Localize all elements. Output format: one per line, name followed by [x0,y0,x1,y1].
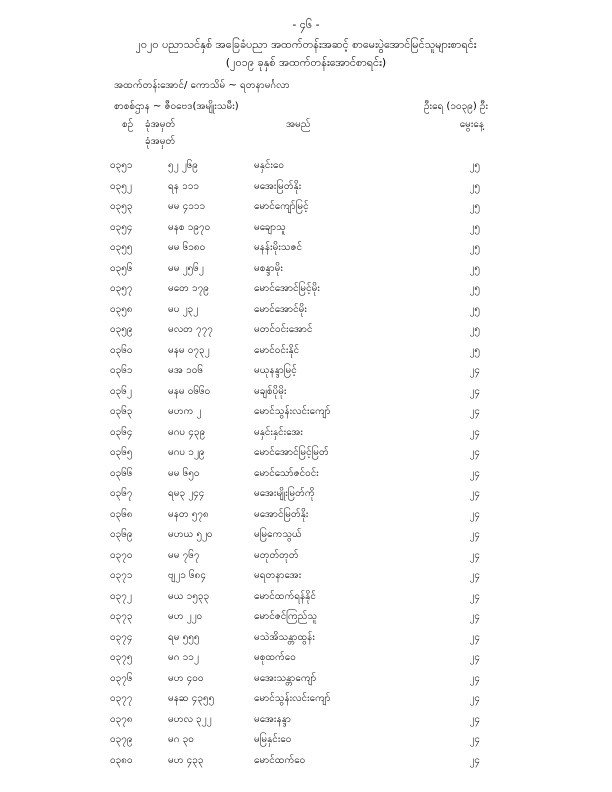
table-row [0,671,612,692]
column-header-seq: စဉ် [122,119,134,130]
row-dob: ၂၄ [469,529,480,540]
row-roll: မယ ၁၅၃၃ [168,590,210,602]
row-roll: မဟ ၄၃၃ [168,754,204,766]
row-dob: ၂၄ [469,488,480,499]
table-row [0,630,612,651]
row-dob: ၂၄ [469,590,480,602]
row-seq: ၀၃၆၅ [110,447,133,458]
row-name: မောင်ထက်ဝေ [254,754,306,766]
page-subtitle: (၂၀၁၉ ခုနှစ် အထက်တန်းအောင်စာရင်း) [225,56,387,69]
row-seq: ၀၃၇၆ [110,672,133,684]
row-dob: ၂၄ [469,365,480,376]
row-roll: မဟလ ၃၂၂ [168,713,212,725]
row-roll: မမ ၂၅၆၂ [168,262,204,274]
row-name: မောင်အောင်မိုး [254,303,307,315]
row-dob: ၂၅ [469,303,480,315]
row-roll: မမ ၆၁၈၀ [168,242,206,253]
row-seq: ၀၃၇၂ [110,590,132,602]
table-row [0,322,612,343]
row-name: မသဲအိသန္တာထွန်း [254,631,315,643]
row-roll: မနဆ ၄၃၅၅ [168,693,215,704]
row-roll: မအ ၁၀၆ [168,365,203,376]
table-row [0,548,612,569]
column-header-roll: ခုံအမှတ် [145,119,176,130]
row-roll: မနမ ၀၇၃၂ [168,344,210,356]
row-dob: ၂၅ [469,262,480,274]
table-row [0,753,612,774]
row-name: မောင်အောင်မြင့်မြတ် [254,447,329,458]
row-name: မတင်ဝင်းအောင် [254,324,313,335]
row-seq: ၀၃၈၀ [110,754,133,766]
row-name: မအေးမြတ်နိုး [254,180,302,192]
row-name: မမြနှင်းဝေ [254,734,292,745]
row-seq: ၀၃၆၄ [110,426,133,438]
row-name: မတုတ်တုတ် [254,549,299,561]
row-seq: ၀၃၅၉ [110,324,133,335]
row-roll: မဟ ၂၂၀ [168,611,203,622]
row-name: မချစ်ပိုမိုး [254,385,287,397]
table-row [0,404,612,425]
row-seq: ၀၃၅၁ [110,160,133,171]
table-row [0,712,612,733]
row-roll: မဂပ ၄၃၉ [168,426,206,438]
row-seq: ၀၃၅၇ [110,283,133,294]
table-row [0,261,612,282]
row-dob: ၂၄ [469,672,480,684]
row-dob: ၂၅ [469,283,480,294]
table-row [0,179,612,200]
row-seq: ၀၃၇၇ [110,693,133,704]
table-row [0,568,612,589]
row-name: မောင်သော်ဇင်ဝင်း [254,467,319,479]
row-seq: ၀၃၆၀ [110,344,133,356]
table-row [0,732,612,753]
column-header-dob: မွေးနေ့ [459,119,484,130]
row-seq: ၀၃၇၉ [110,734,133,745]
row-roll: ရမ ၅၅၅ [168,631,200,643]
table-row [0,609,612,630]
table-row [0,691,612,712]
row-seq: ၀၃၆၃ [110,406,133,417]
row-roll: မဟယ ၅၂၀ [168,529,213,540]
row-dob: ၂၄ [469,549,480,561]
row-roll: မနစ ၁၉၇၀ [168,221,211,233]
table-row [0,220,612,241]
row-dob: ၂၅ [469,180,480,192]
row-roll: မပ ၂၃၂ [168,303,199,315]
row-dob: ၂၅ [469,160,480,171]
row-dob: ၂၅ [469,242,480,253]
row-roll: ဗျ၂၁ ၆၈၄ [168,570,206,581]
table-row [0,281,612,302]
row-name: မောင်သွန်းလင်းကျော် [254,693,331,704]
table-row [0,384,612,405]
row-seq: ၀၃၅၈ [110,303,133,315]
table-row [0,650,612,671]
row-name: မစန္ဒာမိုး [254,262,283,274]
row-name: မနှင်းနှင်းအေး [254,426,303,438]
row-name: မအေးမျိုးမြတ်ကို [254,488,315,499]
row-seq: ၀၃၆၂ [110,385,132,397]
row-name: မရတနာအေး [254,570,302,581]
row-roll: မနမ ၀၆၆၀ [168,385,211,397]
row-roll: မမ ၆၅၀ [168,467,200,479]
row-dob: ၂၅ [469,221,480,233]
row-name: မောင်သွန်းလင်းကျော် [254,406,331,417]
row-name: မအေးသန္တာကျော် [254,672,317,684]
row-dob: ၂၅ [469,344,480,356]
row-roll: မလတ ၇၇၇ [168,324,213,335]
table-row [0,466,612,487]
row-name: မနန်းမိုးသဇင် [254,242,303,253]
table-row [0,302,612,323]
row-seq: ၀၃၆၁ [110,365,133,376]
row-dob: ၂၄ [469,754,480,766]
table-row [0,507,612,528]
row-seq: ၀၃၇၃ [110,611,133,622]
table-row [0,343,612,364]
row-roll: မဂ ၁၁၂ [168,652,199,663]
row-roll: ၅၂ ၂၆၉ [168,160,198,171]
table-row [0,527,612,548]
row-dob: ၂၄ [469,467,480,479]
row-name: မအေးနန္ဒာ [254,713,291,725]
table-row [0,158,612,179]
row-dob: ၂၄ [469,385,480,397]
row-dob: ၂၄ [469,447,480,458]
column-header-name: အမည် [286,119,311,130]
row-name: မောင်ထက်ရန်နိုင် [254,590,316,602]
row-roll: ရန ၁၁၁ [168,180,199,192]
table-row [0,486,612,507]
row-roll: မဂ ၃၀ [168,734,194,745]
row-seq: ၀၃၅၂ [110,180,132,192]
page-number: - ၄၆ - [292,18,320,31]
row-name: မယုနန္ဒာမြင့် [254,365,297,376]
row-name: မောင်ဝင်းနိုင် [254,344,300,356]
row-dob: ၂၄ [469,652,480,663]
exam-center-label: စာစစ်ဌာန ~ ဇီဝဗေဒ(အမျိုးသမီး) [114,101,239,112]
row-roll: မတေ ၁၇၉ [168,283,209,294]
row-dob: ၂၄ [469,406,480,417]
row-seq: ၀၃၇၅ [110,652,133,663]
row-seq: ၀၃၇၁ [110,570,133,581]
table-row [0,199,612,220]
row-roll: မဟ ၄၀၀ [168,672,204,684]
row-roll: ရမ၃ ၂၄၄ [168,488,205,499]
table-row [0,445,612,466]
table-row [0,240,612,261]
row-dob: ၂၄ [469,734,480,745]
row-dob: ၂၄ [469,426,480,438]
column-header-roll-line2: ခုံအမှတ် [145,136,176,147]
region-label: အထက်တန်းအောင်/ ကောသိမ် ~ ရတနာမင်္ဂလာ [114,80,290,91]
row-dob: ၂၄ [469,570,480,581]
row-seq: ၀၃၆၈ [110,508,133,520]
row-dob: ၂၅ [469,201,480,212]
table-row [0,589,612,610]
row-seq: ၀၃၅၆ [110,262,133,274]
row-name: မနှင်းဝေ [254,160,285,171]
row-dob: ၂၄ [469,611,480,622]
row-name: မောင်ကျော်မြင့် [254,201,309,212]
row-roll: မဟက ၂ [168,406,202,417]
page-title: ၂၀၂၀ ပညာသင်နှစ် အခြေခံပညာ အထက်တန်းအဆင့် စာမေးပွဲအောင်မြင်သူများစာရင်း [135,38,477,51]
row-seq: ၀၃၆၆ [110,467,133,479]
row-seq: ၀၃၇၄ [110,631,133,643]
row-seq: ၀၃၆၉ [110,529,133,540]
row-dob: ၂၄ [469,713,480,725]
results-table [0,158,612,773]
row-name: မစုထက်ဝေ [254,652,296,663]
row-seq: ၀၃၅၃ [110,201,133,212]
row-seq: ၀၃၆၇ [110,488,133,499]
row-roll: မနတ ၅၇၈ [168,508,209,520]
row-dob: ၂၄ [469,508,480,520]
row-name: မအောင်မြတ်နိုး [254,508,309,520]
row-seq: ၀၃၅၄ [110,221,133,233]
row-name: မောင်အောင်မြင့်မိုး [254,283,320,294]
row-seq: ၀၃၇၈ [110,713,133,725]
table-row [0,363,612,384]
row-dob: ၂၄ [469,631,480,643]
row-name: မမြကေသွယ် [254,529,302,540]
row-name: မောင်ဇင်ကြည်သူ [254,611,318,622]
row-seq: ၀၃၇၀ [110,549,133,561]
row-dob: ၂၅ [469,324,480,335]
row-dob: ၂၄ [469,693,480,704]
row-roll: မဂပ ၁၂၉ [168,447,205,458]
row-seq: ၀၃၅၅ [110,242,133,253]
row-roll: မမ ၇၆၇ [168,549,200,561]
count-label: ဦးရေ (၁၀၃၉) ဦး [423,101,488,112]
table-row [0,425,612,446]
row-name: မချောသူ [254,221,286,233]
row-roll: မမ ၄၁၁၁ [168,201,206,212]
